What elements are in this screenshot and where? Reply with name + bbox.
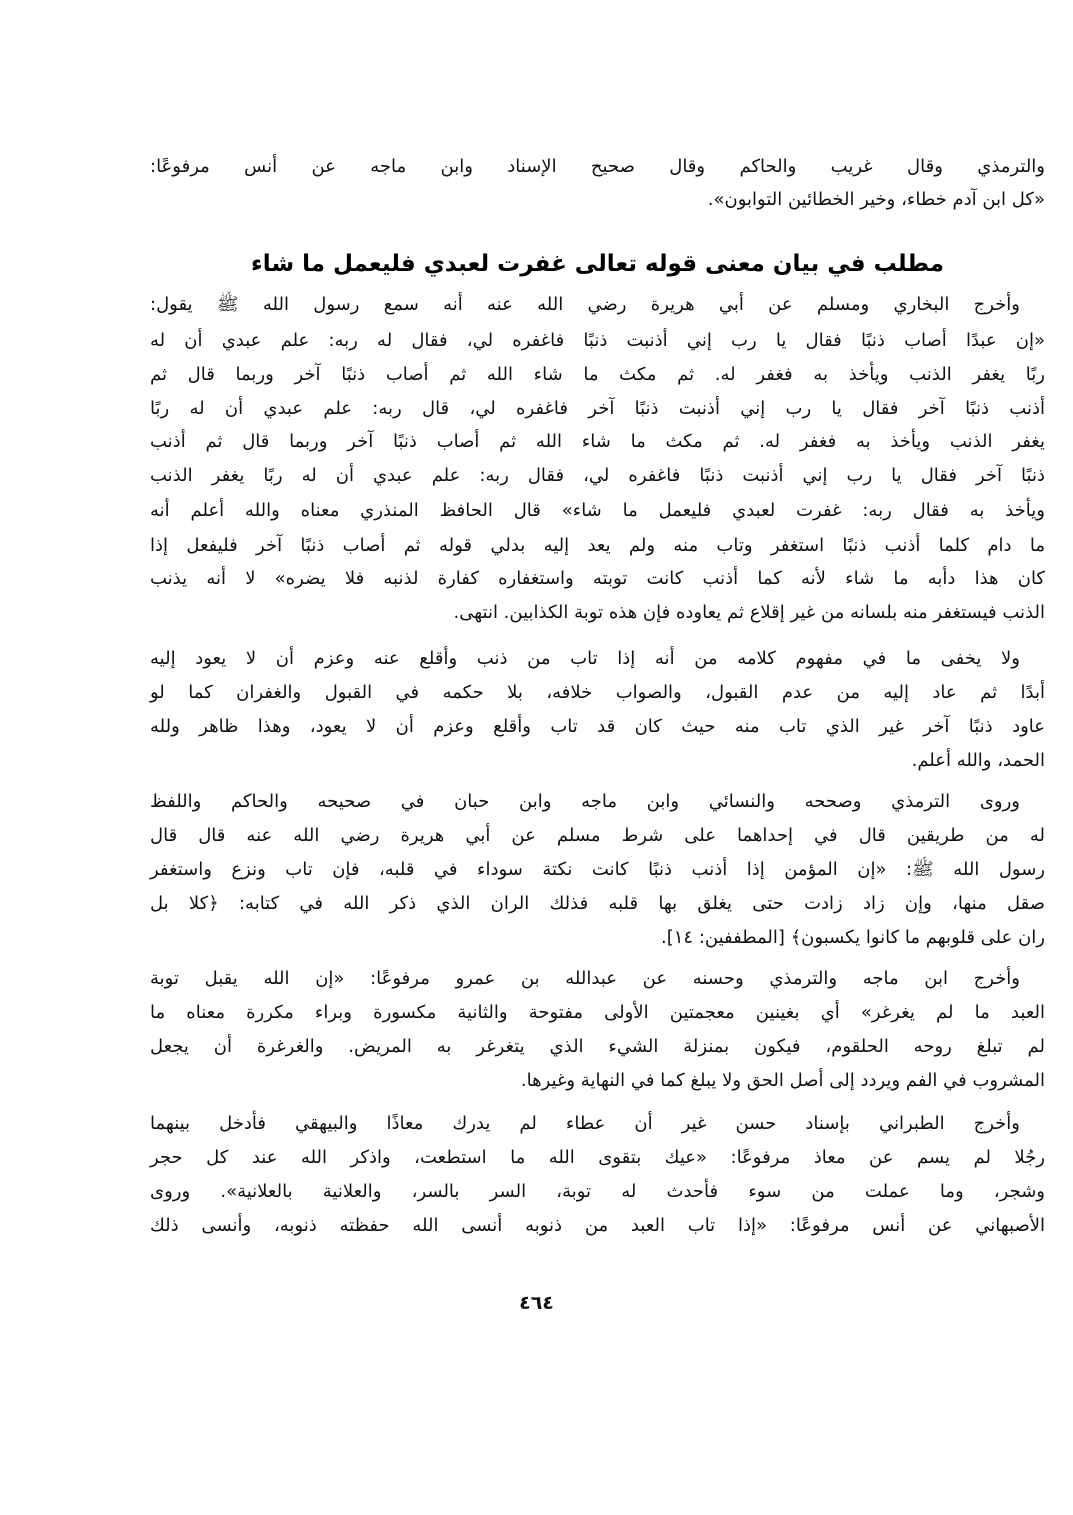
text-line: وأخرج ابن ماجه والترمذي وحسنه عن عبدالله بن عمرو مرفوعًا: «إن الله يقبل توبة (150, 968, 1020, 989)
text-line: العبد ما لم يغرغر» أي بغينين معجمتين الأولى مفتوحة والثانية مكسورة وبراء مكررة معناه ما (150, 1002, 1045, 1023)
text-line: «كل ابن آدم خطاء، وخير الخطائين التوابون». (707, 189, 1045, 210)
text-line: كان هذا دأبه ما شاء لأنه كما أذنب كانت توبته واستغفاره كفارة لذنبه فلا يضره» لا أنه يذنب (150, 568, 1045, 589)
text-line: وروى الترمذي وصححه والنسائي وابن ماجه وابن حبان في صحيحه والحاكم واللفظ (150, 791, 1020, 812)
text-line: وأخرج البخاري ومسلم عن أبي هريرة رضي الله عنه أنه سمع رسول الله ﷺ يقول: (150, 294, 1020, 315)
text-line: وشجر، وما عملت من سوء فأحدث له توبة، السر بالسر، والعلانية بالعلانية». وروى (150, 1181, 1045, 1202)
text-line: ما دام كلما أذنب ذنبًا استغفر وتاب منه ولم يعد إليه بدلي قوله ثم أصاب ذنبًا آخر فليفعل إذا (150, 535, 1045, 556)
text-line: يغفر الذنب ويأخذ به فغفر له. ثم مكث ما شاء الله ثم أصاب ذنبًا آخر وربما قال ثم أذنب (150, 431, 1045, 452)
page-number: ٤٦٤ (519, 1292, 554, 1314)
text-line: أبدًا ثم عاد إليه من عدم القبول، والصواب خلافه، بلا حكمه في القبول والغفران كما لو (150, 682, 1045, 703)
text-line: المشروب في الفم ويردد إلى أصل الحق ولا يبلغ كما في النهاية وغيرها. (520, 1070, 1045, 1091)
text-line: صقل منها، وإن زاد زادت حتى يغلق بها قلبه فذلك الران الذي ذكر الله في كتابه: ﴿كلا بل (150, 893, 1045, 914)
section-heading: مطلب في بيان معنى قوله تعالى غفرت لعبدي فليعمل ما شاء (251, 251, 944, 277)
text-line: ربًا يغفر الذنب ويأخذ به فغفر له. ثم مكث ما شاء الله ثم أصاب ذنبًا آخر وربما قال ثم (150, 364, 1045, 385)
text-line: «إن عبدًا أصاب ذنبًا فقال يا رب إني أذنبت ذنبًا فاغفره لي، فقال له ربه: علم عبدي أن له (150, 330, 1045, 351)
text-line: الذنب فيستغفر منه بلسانه من غير إقلاع ثم يعاوده فإن هذه توبة الكذابين. انتهى. (453, 602, 1045, 623)
text-line: ذنبًا آخر فقال يا رب إني أذنبت ذنبًا فاغفره لي، فقال ربه: علم عبدي أن له ربًا يغفر الذنب (150, 465, 1045, 486)
text-line: ولا يخفى ما في مفهوم كلامه من أنه إذا تاب من ذنب وأقلع عنه وعزم أن لا يعود إليه (150, 648, 1020, 669)
text-line: الحمد، والله أعلم. (911, 750, 1045, 771)
text-line: الأصبهاني عن أنس مرفوعًا: «إذا تاب العبد من ذنوبه أنسى الله حفظته ذنوبه، وأنسى ذلك (150, 1215, 1045, 1236)
text-line: لم تبلغ روحه الحلقوم، فيكون بمنزلة الشيء الذي يتغرغر به المريض. والغرغرة أن يجعل (150, 1036, 1045, 1057)
text-line: رجُلا لم يسم عن معاذ مرفوعًا: «عيك بتقوى الله ما استطعت، واذكر الله عند كل حجر (150, 1147, 1045, 1168)
text-line: ران على قلوبهم ما كانوا يكسبون﴾ [المطففين: ١٤]. (661, 927, 1045, 948)
text-line: ويأخذ به فقال ربه: غفرت لعبدي فليعمل ما شاء» قال الحافظ المنذري معناه والله أعلم أنه (150, 500, 1045, 521)
text-line: عاود ذنبًا آخر غير الذي تاب منه حيث كان قد تاب وأقلع وعزم أن لا يعود، وهذا ظاهر ولله (150, 716, 1045, 737)
text-line: وأخرج الطبراني بإسناد حسن غير أن عطاء لم يدرك معاذًا والبيهقي فأدخل بينهما (150, 1113, 1020, 1134)
text-line: له من طريقين قال في إحداهما على شرط مسلم عن أبي هريرة رضي الله عنه قال قال (150, 825, 1045, 846)
text-line: والترمذي وقال غريب والحاكم وقال صحيح الإسناد وابن ماجه عن أنس مرفوعًا: (150, 156, 1045, 177)
text-line: رسول الله ﷺ: «إن المؤمن إذا أذنب ذنبًا كانت نكتة سوداء في قلبه، فإن تاب ونزع واستغفر (150, 859, 1045, 880)
text-line: أذنب ذنبًا آخر فقال يا رب إني أذنبت ذنبًا آخر فاغفره لي، قال ربه: علم عبدي أن له ربًا (150, 398, 1045, 419)
